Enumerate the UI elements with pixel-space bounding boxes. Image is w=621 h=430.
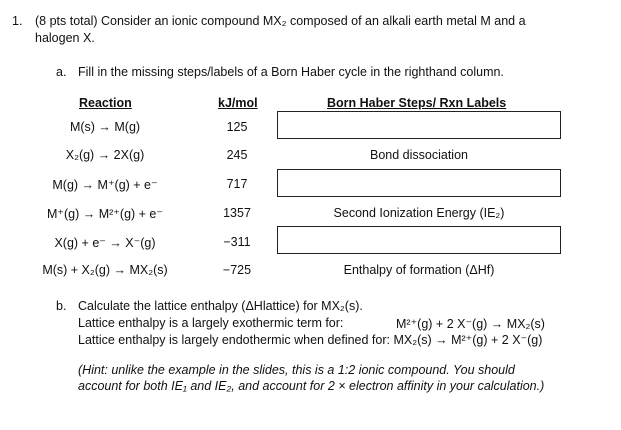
part-b-line-1: Calculate the lattice enthalpy (ΔHlattice) for MX₂(s). — [78, 299, 363, 313]
answer-box-row-5[interactable] — [277, 226, 561, 254]
part-b-line-2: Lattice enthalpy is a largely exothermic term for: — [78, 316, 344, 330]
energy-row-1: 125 — [226, 120, 248, 134]
header-energy: kJ/mol — [218, 96, 258, 110]
reaction-row-2: X₂(g) → 2X(g) — [65, 148, 145, 162]
part-a-instruction: Fill in the missing steps/labels of a Born Haber cycle in the righthand column. — [78, 65, 504, 79]
question-line-1: (8 pts total) Consider an ionic compound MX₂ composed of an alkali earth metal M and a — [35, 14, 526, 28]
label-row-6: Enthalpy of formation (ΔHf) — [343, 263, 495, 277]
reaction-row-4: M⁺(g) → M²⁺(g) + e⁻ — [47, 207, 163, 221]
energy-row-6: −725 — [222, 263, 252, 277]
energy-row-3: 717 — [226, 177, 248, 191]
question-number: 1. — [12, 14, 23, 28]
label-row-4: Second Ionization Energy (IE₂) — [333, 206, 505, 220]
answer-box-row-3[interactable] — [277, 169, 561, 197]
energy-row-2: 245 — [226, 148, 248, 162]
reaction-row-6: M(s) + X₂(g) → MX₂(s) — [42, 263, 168, 277]
energy-row-4: 1357 — [223, 206, 251, 220]
part-b-letter: b. — [56, 299, 67, 313]
part-b-line-3: Lattice enthalpy is largely endothermic when defined for: MX₂(s) → M²⁺(g) + 2 X⁻(g) — [78, 333, 543, 347]
part-a-letter: a. — [56, 65, 67, 79]
reaction-row-5: X(g) + e⁻ → X⁻(g) — [54, 236, 156, 250]
part-b-line-2-equation: M²⁺(g) + 2 X⁻(g) → MX₂(s) — [396, 317, 545, 331]
hint-line-1: (Hint: unlike the example in the slides, this is a 1:2 ionic compound. You should — [78, 363, 515, 377]
question-line-2: halogen X. — [35, 31, 95, 45]
energy-row-5: −311 — [223, 235, 251, 249]
label-row-2: Bond dissociation — [370, 148, 468, 162]
reaction-row-3: M(g) → M⁺(g) + e⁻ — [52, 178, 158, 192]
hint-line-2: account for both IE₁ and IE₂, and account for 2 × electron affinity in your calculation.) — [78, 379, 545, 393]
reaction-row-1: M(s) → M(g) — [69, 120, 141, 134]
header-label: Born Haber Steps/ Rxn Labels — [327, 96, 507, 110]
header-reaction: Reaction — [79, 96, 132, 110]
answer-box-row-1[interactable] — [277, 111, 561, 139]
